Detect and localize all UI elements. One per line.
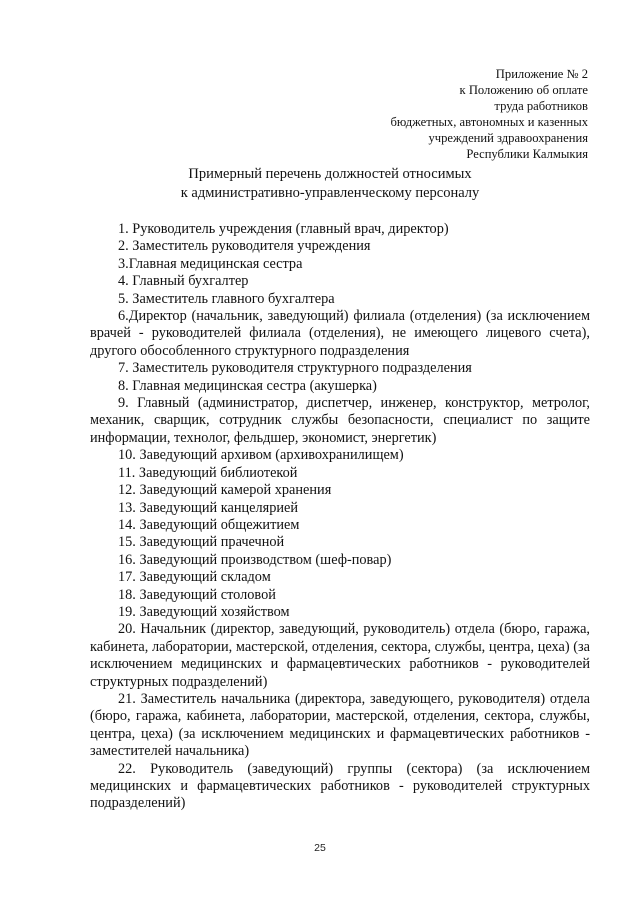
page-number: 25 xyxy=(314,842,326,854)
list-item: 5. Заместитель главного бухгалтера xyxy=(118,290,335,307)
list-item: 4. Главный бухгалтер xyxy=(118,273,249,290)
list-item: 9. Главный (администратор, диспетчер, инженер, конструктор, метролог, механик, сварщик, сотрудник службы безопасности, специалист по защите информации, технолог, фельдшер, экономист, энергетик) xyxy=(90,395,590,446)
list-item: 7. Заместитель руководителя структурного подразделения xyxy=(118,360,472,377)
positions-list xyxy=(90,221,590,813)
list-item: 22. Руководитель (заведующий) группы (сектора) (за исключением медицинских и фармацевтических работников - руководителей структурных подразделений) xyxy=(90,760,590,812)
appendix-reference xyxy=(288,66,588,162)
list-item: 18. Заведующий столовой xyxy=(118,586,276,603)
list-item: 10. Заведующий архивом (архивохранилищем) xyxy=(118,447,404,464)
list-item: 1. Руководитель учреждения (главный врач, директор) xyxy=(118,221,449,237)
list-item: 19. Заведующий хозяйством xyxy=(118,603,290,620)
appendix-line: Приложение № 2 xyxy=(495,67,588,81)
list-item: 15. Заведующий прачечной xyxy=(118,534,285,551)
list-item: 16. Заведующий производством (шеф-повар) xyxy=(118,551,392,568)
list-item: 2. Заместитель руководителя учреждения xyxy=(118,238,371,255)
list-item: 14. Заведующий общежитием xyxy=(118,516,300,533)
list-item: 6.Директор (начальник, заведующий) филиала (отделения) (за исключением врачей - руководителей филиала (отделения), не имеющего лицевого счета), другого обособленного структурного подразделения xyxy=(90,308,590,359)
appendix-line: к Положению об оплате xyxy=(459,83,588,97)
appendix-line: труда работников xyxy=(494,99,588,113)
appendix-line: учреждений здравоохранения xyxy=(428,131,588,145)
list-item: 17. Заведующий складом xyxy=(118,569,271,586)
list-item: 21. Заместитель начальника (директора, заведующего, руководителя) отдела (бюро, гаража, кабинета, лаборатории, мастерской, отделения, сектора, службы, центра, цеха) (за исключением медицинских и фармацевтических работников - заместителей начальника) xyxy=(90,690,590,760)
document-title xyxy=(90,165,570,203)
list-item: 8. Главная медицинская сестра (акушерка) xyxy=(118,377,377,394)
list-item: 13. Заведующий канцелярией xyxy=(118,499,298,516)
appendix-line: бюджетных, автономных и казенных xyxy=(390,115,588,129)
list-item: 20. Начальник (директор, заведующий, руководитель) отдела (бюро, гаража, кабинета, лаборатории, мастерской, отделения, сектора, службы, центра, цеха) (за исключением медицинских и фармацевтических работников - руководителей структурных подразделений) xyxy=(90,621,590,690)
title-line: к административно-управленческому персоналу xyxy=(180,185,480,201)
list-item: 11. Заведующий библиотекой xyxy=(118,464,298,481)
list-item: 12. Заведующий камерой хранения xyxy=(118,482,332,499)
list-item: 3.Главная медицинская сестра xyxy=(118,255,303,272)
title-line: Примерный перечень должностей относимых xyxy=(188,166,472,182)
appendix-line: Республики Калмыкия xyxy=(466,147,588,161)
